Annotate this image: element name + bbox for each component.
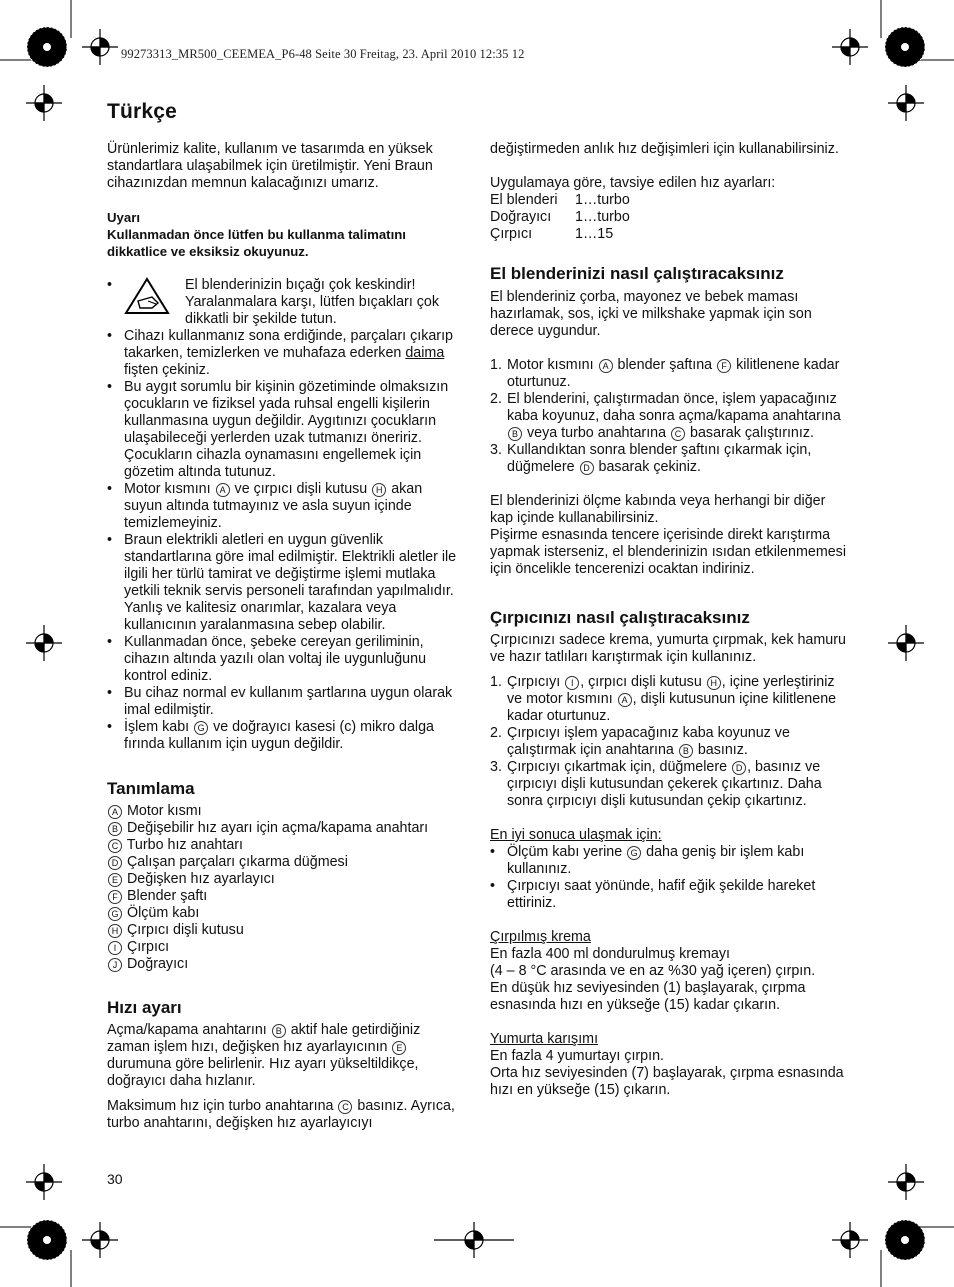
intro-text: Ürünlerimiz kalite, kullanım ve tasarımda en yüksek standartlara ulaşabilmek için üretilmiştir. Yeni Braun cihazınızdan memnun kalacağınızı umarız. [107,141,433,191]
step-text: basarak çalıştırınız. [686,425,814,441]
circled-letter: D [108,856,122,870]
speed-heading: Hızı ayarı [107,998,182,1017]
safety-text: Motor kısmını [124,481,215,497]
circled-letter: B [108,822,122,836]
whipped-cream-title: Çırpılmış krema [490,929,591,945]
recommended-speeds-title: Uygulamaya göre, tavsiye edilen hız ayarları: [490,175,776,191]
safety-item [107,685,462,719]
circled-letter-h: H [707,676,721,690]
egg-mix-line: Orta hız seviyesinden (7) başlayarak, çırpma esnasında hızı en yükseğe (15) çıkarın. [490,1065,844,1098]
warning-text: Kullanmadan önce lütfen bu kullanma talimatını dikkatlice ve eksiksiz okuyunuz. [107,227,406,259]
whipped-cream-line: (4 – 8 °C arasında ve en az %30 yağ içeren) çırpın. [490,963,816,979]
circled-letter-c: C [338,1100,352,1114]
speed-table-cell: 1…15 [575,226,614,242]
whisk-step: 1. Çırpıcıyı I , çırpıcı dişli kutusu H , içine yerleştiriniz ve motor kısmını A , dişli kutusunun içine kilitlenene kadar oturtunuz. [490,674,837,724]
best-results-title: En iyi sonuca ulaşmak için: [490,827,662,843]
description-item [107,803,462,820]
blender-heading: El blenderinizi nasıl çalıştıracaksınız [490,264,784,283]
safety-list [107,277,462,753]
description-item [107,820,462,837]
whisk-intro: Çırpıcınızı sadece krema, yumurta çırpmak, kek hamuru ve hazır tatlıları karıştırmak için kullanınız. [490,632,846,665]
safety-text: ve çırpıcı dişli kutusu [230,481,372,497]
circled-letter: H [108,924,122,938]
description-item [107,871,462,888]
description-text: Blender şaftı [126,888,208,904]
safety-text: akan suyun altında tutmayınız ve asla suyun içinde temizlemeyiniz. [124,481,423,531]
circled-letter-b: B [272,1024,286,1038]
speed-table-cell: 1…turbo [575,209,630,225]
description-item [107,905,462,922]
description-text: Çalışan parçaları çıkarma düğmesi [126,854,348,870]
circled-letter: A [108,805,122,819]
safety-item [107,719,462,753]
egg-mix-line: En fazla 4 yumurtayı çırpın. [490,1048,665,1064]
blender-step: 2. El blenderini, çalıştırmadan önce, işlem yapacağınız kaba koyunuz, daha sonra açma/kapama anahtarına B veya turbo anahtarına C basarak çalıştırınız. [490,391,841,441]
best-results-list [490,844,846,912]
blender-step: 1. Motor kısmını A blender şaftına F kilitlenene kadar oturtunuz. [490,357,840,390]
step-text: Çırpıcıyı çıkartmak için, düğmelere [507,759,732,775]
safety-item [107,379,462,481]
safety-text: Bu aygıt sorumlu bir kişinin gözetiminde olmaksızın çocukların ve fiziksel yada ruhsal engelli kişilerin kullanmasına uygun değildir. Aygıtınızı çocukların ulaşabileceği yerlerden uzak tutmanızı öneririz. Çocukların cihazla oynamasını engellemek için gözetim altında tutunuz. [124,379,449,480]
step-text: basarak çekiniz. [594,459,702,475]
recommended-speeds-table [490,192,846,243]
blender-paragraph: El blenderinizi ölçme kabında veya herhangi bir diğer kap içinde kullanabilirsiniz. [490,493,826,526]
description-text: Doğrayıcı [126,956,189,972]
circled-letter-e: E [392,1041,406,1055]
step-text: El blenderini, çalıştırmadan önce, işlem yapacağınız kaba koyunuz, daha sonra açma/kapama anahtarına [507,391,841,424]
speed-table-cell: 1…turbo [575,192,630,208]
blender-paragraph: Pişirme esnasında tencere içerisinde direkt karıştırma yapmak isterseniz, el blenderinizin ısıdan etkilenmemesi için öncelikle tencerenizi ocaktan indiriniz. [490,527,846,577]
circled-letter-a: A [599,359,613,373]
step-text: , içine yerleştiriniz ve motor kısmını [507,674,835,707]
circled-letter-a: A [216,483,230,497]
circled-letter: E [108,873,122,887]
whisk-step: 3. Çırpıcıyı çıkartmak için, düğmelere D , basınız ve çırpıcıyı dişli kutusundan çekerek çıkartınız. Daha sonra çırpıcıyı dişli kutusundan çekip çıkartınız. [490,759,822,809]
safety-item [107,328,462,379]
tip-text: daha geniş bir işlem kabı kullanınız. [507,844,805,877]
step-text: Çırpıcıyı [507,674,565,690]
circled-letter-a: A [618,693,632,707]
speed-paragraph [107,1022,462,1090]
safety-emphasis: daima [405,345,445,361]
description-item [107,939,462,956]
page-title: Türkçe [107,100,178,123]
safety-item [107,634,462,685]
safety-text: Bu cihaz normal ev kullanım şartlarına uygun olarak imal edilmiştir. [124,685,453,718]
step-text: Motor kısmını [507,357,598,373]
description-text: Değişebilir hız ayarı için açma/kapama anahtarı [126,820,429,836]
whipped-cream-line: En fazla 400 ml dondurulmuş kremayı [490,946,730,962]
safety-text: İşlem kabı [124,719,194,735]
left-column [107,141,462,1132]
circled-letter-i: I [565,676,579,690]
best-results-item [490,844,846,878]
description-item [107,854,462,871]
description-heading: Tanımlama [107,779,195,798]
safety-blade-text: • El blenderinizin bıçağı çok keskindir! Yaralanmalara karşı, lütfen bıçakları çok dikkatli bir şekilde tutun. [185,277,440,327]
circled-letter: C [108,839,122,853]
speed-table-cell: Doğrayıcı [490,209,552,225]
safety-item [107,532,462,634]
whisk-heading: Çırpıcınızı nasıl çalıştıracaksınız [490,608,750,627]
best-results-item [490,878,846,912]
description-item [107,922,462,939]
circled-letter-d: D [580,461,594,475]
speed-text: Maksimum hız için turbo anahtarına [107,1098,338,1114]
tip-text: Çırpıcıyı saat yönünde, hafif eğik şekilde hareket ettiriniz. [507,878,816,911]
safety-text: Braun elektrikli aletleri en uygun güvenlik standartlarına göre imal edilmiştir. Elektrikli aletler ile ilgili her türlü tamirat ve değiştirme işlemi mutlaka yetkili teknik servis personeli tarafından yapılmalıdır. Yanlış ve kalitesiz onarımlar, kazalara veya kullanıcının yaralanmasına sebep olabilir. [124,532,457,633]
sharp-blade-warning-icon [124,277,170,315]
circled-letter: J [108,958,122,972]
speed-paragraph [107,1098,462,1132]
description-text: Ölçüm kabı [126,905,200,921]
speed-text: basınız. Ayrıca, turbo anahtarını, değişken hız ayarlayıcıyı [107,1098,455,1131]
safety-text: fişten çekiniz. [124,362,210,378]
egg-mix-title: Yumurta karışımı [490,1031,599,1047]
circled-letter: G [108,907,122,921]
step-text: kilitlenene kadar oturtunuz. [507,357,840,390]
step-text: , çırpıcı dişli kutusu [580,674,706,690]
page-number: 30 [107,1171,123,1187]
circled-letter-g: G [627,846,641,860]
speed-table-cell: El blenderi [490,192,558,208]
speed-continued-text: değiştirmeden anlık hız değişimleri için kullanabilirsiniz. [490,141,839,157]
whisk-step: 2. Çırpıcıyı işlem yapacağınız kaba koyunuz ve çalıştırmak için anahtarına B basınız. [490,725,790,758]
step-text: veya turbo anahtarına [523,425,671,441]
safety-text: Kullanmadan önce, şebeke cereyan geriliminin, cihazın altında yazılı olan voltaj ile uygunluğunu kontrol ediniz. [124,634,427,684]
circled-letter-b: B [508,427,522,441]
step-text: basınız. [693,742,748,758]
safety-item [107,277,462,328]
safety-text: ve doğrayıcı kasesi (c) mikro dalga fırında kullanım için uygun değildir. [124,719,434,752]
description-item [107,888,462,905]
step-text: Kullandıktan sonra blender şaftını çıkarmak için, düğmelere [507,442,812,475]
step-text: Çırpıcıyı işlem yapacağınız kaba koyunuz ve çalıştırmak için anahtarına [507,725,790,758]
safety-text: Cihazı kullanmanız sona erdiğinde, parçaları çıkarıp takarken, temizlerken ve muhafaza ederken [124,328,453,361]
whipped-cream-line: En düşük hız seviyesinden (1) başlayarak, çırpma esnasında hızı en yükseğe (15) kadar çıkarın. [490,980,806,1013]
circled-letter: F [108,890,122,904]
blender-intro: El blenderiniz çorba, mayonez ve bebek maması hazırlamak, sos, içki ve milkshake yapmak için son derece uygundur. [490,289,812,339]
description-list [107,803,462,973]
blender-steps [490,357,846,476]
circled-letter-h: H [372,483,386,497]
print-header: 99273313_MR500_CEEMEA_P6-48 Seite 30 Freitag, 23. April 2010 12:35 12 [121,47,525,61]
circled-letter-g: G [194,721,208,735]
description-text: Turbo hız anahtarı [126,837,244,853]
tip-text: Ölçüm kabı yerine [507,844,627,860]
speed-text: durumuna göre belirlenir. Hız ayarı yükseltildikçe, doğrayıcı daha hızlanır. [107,1056,419,1089]
whisk-steps [490,674,846,810]
description-text: Çırpıcı [126,939,170,955]
warning-label: Uyarı [107,210,140,225]
step-text: , basınız ve çırpıcıyı dişli kutusundan çekerek çıkartınız. Daha sonra çırpıcıyı dişli kutusundan çekip çıkartınız. [507,759,822,809]
description-text: Değişken hız ayarlayıcı [126,871,275,887]
step-text: blender şaftına [613,357,717,373]
description-text: Çırpıcı dişli kutusu [126,922,244,938]
speed-text: aktif hale getirdiğiniz zaman işlem hızı, değişken hız ayarlayıcının [107,1022,421,1055]
blender-step: 3. Kullandıktan sonra blender şaftını çıkarmak için, düğmelere D basarak çekiniz. [490,442,812,475]
description-text: Motor kısmı [126,803,202,819]
safety-item [107,481,462,532]
speed-text: Açma/kapama anahtarını [107,1022,271,1038]
circled-letter-c: C [671,427,685,441]
description-item [107,837,462,854]
right-column [490,141,846,1099]
circled-letter: I [108,941,122,955]
description-item [107,956,462,973]
circled-letter-d: D [732,761,746,775]
step-text: , dişli kutusunun içine kilitlenene kadar oturtunuz. [507,691,837,724]
circled-letter-f: F [717,359,731,373]
circled-letter-b: B [679,744,693,758]
speed-table-cell: Çırpıcı [490,226,533,242]
